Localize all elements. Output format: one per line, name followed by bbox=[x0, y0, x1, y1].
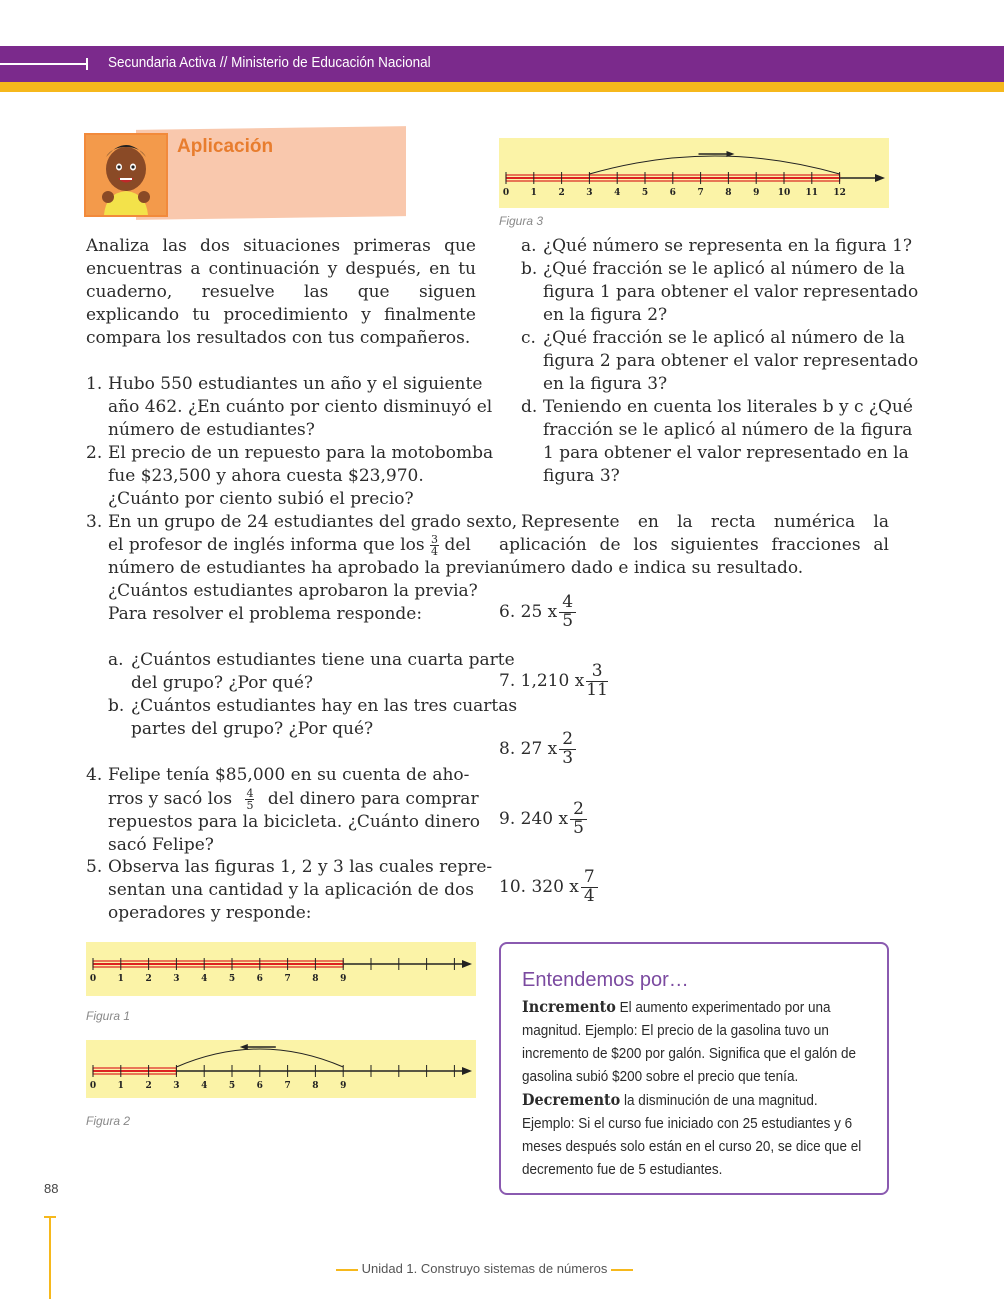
question-letter: a. bbox=[521, 236, 537, 256]
tick-label: 4 bbox=[614, 188, 621, 198]
problem-text: rros y sacó los bbox=[108, 789, 233, 809]
exercise-fraction bbox=[581, 869, 598, 906]
tick-label: 5 bbox=[228, 1081, 236, 1091]
problem-text: el profesor de inglés informa que los bbox=[108, 535, 425, 555]
axis-arrowhead bbox=[462, 1067, 472, 1075]
page-number: 88 bbox=[44, 1181, 59, 1196]
problem-line: número de estudiantes ha aprobado la previa. bbox=[108, 558, 506, 578]
definition-line: magnitud. Ejemplo: El precio de la gasolina tuvo un bbox=[522, 1022, 829, 1039]
problem-number: 5. bbox=[86, 857, 103, 877]
question-line: ¿Qué número se representa en la figura 1? bbox=[543, 236, 913, 256]
number-line-figure-1 bbox=[86, 942, 476, 996]
problem-line bbox=[108, 788, 479, 811]
fraction-numerator: 7 bbox=[581, 869, 598, 888]
fraction-denominator: 4 bbox=[431, 545, 439, 558]
student-icon bbox=[86, 135, 166, 215]
figure-2-caption: Figura 2 bbox=[86, 1114, 131, 1128]
tick-label: 11 bbox=[805, 188, 819, 198]
exercise-fraction bbox=[559, 594, 576, 631]
problem-line: fue $23,500 y ahora cuesta $23,970. bbox=[108, 466, 424, 486]
definitions-body bbox=[522, 995, 873, 1181]
problem-line: Para resolver el problema responde: bbox=[108, 604, 423, 624]
tick-label: 5 bbox=[228, 974, 236, 984]
exercise-8 bbox=[499, 731, 576, 768]
problem-line: ¿Cuántos estudiantes aprobaron la previa? bbox=[108, 581, 478, 601]
question-letter: c. bbox=[521, 328, 536, 348]
tick-label: 2 bbox=[558, 188, 565, 198]
definition-line bbox=[522, 995, 873, 1019]
tick-label: 9 bbox=[753, 188, 760, 198]
problem-line: ¿Cuánto por ciento subió el precio? bbox=[108, 489, 414, 509]
tick-label: 4 bbox=[201, 1081, 208, 1091]
tick-label: 9 bbox=[340, 974, 347, 984]
fraction-numerator: 3 bbox=[586, 663, 608, 682]
header-rule-tick bbox=[86, 58, 88, 70]
question-line: Teniendo en cuenta los literales b y c ¿Qué bbox=[543, 397, 913, 417]
problem-number: 4. bbox=[86, 765, 103, 785]
sub-line: ¿Cuántos estudiantes tiene una cuarta parte bbox=[131, 650, 515, 670]
problem-line: Felipe tenía $85,000 en su cuenta de aho- bbox=[108, 765, 470, 785]
sub-letter: a. bbox=[108, 650, 124, 670]
question-letter: d. bbox=[521, 397, 538, 417]
definition-line: incremento de $200 por galón. Significa que el galón de bbox=[522, 1045, 856, 1062]
sub-line: partes del grupo? ¿Por qué? bbox=[131, 719, 374, 739]
header-rule bbox=[0, 63, 88, 65]
question-line: ¿Qué fracción se le aplicó al número de la bbox=[543, 328, 905, 348]
number-line-figure-3 bbox=[499, 138, 889, 208]
definition-line bbox=[522, 1088, 873, 1112]
question-line: ¿Qué fracción se le aplicó al número de la bbox=[543, 259, 905, 279]
exercise-fraction bbox=[586, 663, 608, 700]
problem-line: El precio de un repuesto para la motobomba bbox=[108, 443, 494, 463]
tick-label: 8 bbox=[312, 1081, 319, 1091]
problem-line: En un grupo de 24 estudiantes del grado sexto, bbox=[108, 512, 518, 532]
figure-3 bbox=[499, 138, 889, 208]
tick-label: 2 bbox=[145, 1081, 152, 1091]
question-letter: b. bbox=[521, 259, 538, 279]
sub-letter: b. bbox=[108, 696, 125, 716]
problem-number: 2. bbox=[86, 443, 103, 463]
fraction-numerator: 2 bbox=[559, 731, 576, 750]
question-line: figura 3? bbox=[543, 466, 620, 486]
question-line: en la figura 2? bbox=[543, 305, 668, 325]
tick-label: 4 bbox=[201, 974, 208, 984]
tick-label: 6 bbox=[256, 1081, 263, 1091]
tick-label: 9 bbox=[340, 1081, 347, 1091]
problem-text: del dinero para comprar bbox=[267, 789, 479, 809]
problem-line: número de estudiantes? bbox=[108, 420, 315, 440]
tick-label: 5 bbox=[641, 188, 649, 198]
question-line: fracción se le aplicó al número de la figura bbox=[543, 420, 913, 440]
operator-arc bbox=[176, 1049, 343, 1067]
problem-line bbox=[108, 534, 471, 557]
problem-line: operadores y responde: bbox=[108, 903, 312, 923]
tick-label: 6 bbox=[669, 188, 676, 198]
tick-label: 3 bbox=[586, 188, 593, 198]
exercise-9 bbox=[499, 801, 587, 838]
sub-line: ¿Cuántos estudiantes hay en las tres cuartas bbox=[131, 696, 518, 716]
fraction-numerator: 4 bbox=[559, 594, 576, 613]
exercise-label: 7. 1,210 x bbox=[499, 670, 585, 691]
tick-label: 1 bbox=[117, 1081, 124, 1091]
question-line: figura 2 para obtener el valor representado bbox=[543, 351, 919, 371]
exercise-fraction bbox=[570, 801, 587, 838]
axis-arrowhead bbox=[462, 960, 472, 968]
term-decremento: Decremento bbox=[522, 1090, 621, 1109]
fraction-numerator: 4 bbox=[246, 787, 254, 800]
tick-label: 12 bbox=[833, 188, 846, 198]
tick-label: 3 bbox=[173, 1081, 180, 1091]
definition-text: la disminución de una magnitud. bbox=[624, 1092, 818, 1109]
footer-rule-right bbox=[611, 1269, 633, 1271]
problem-line: año 462. ¿En cuánto por ciento disminuyó el bbox=[108, 397, 493, 417]
number-line-figure-2 bbox=[86, 1040, 476, 1098]
figure-2 bbox=[86, 1040, 476, 1098]
header-stripe bbox=[0, 82, 1004, 92]
question-line: figura 1 para obtener el valor representado bbox=[543, 282, 919, 302]
exercise-7 bbox=[499, 663, 608, 700]
tick-label: 2 bbox=[145, 974, 152, 984]
problem-line: sacó Felipe? bbox=[108, 835, 214, 855]
exercise-fraction bbox=[559, 731, 576, 768]
section-title: Aplicación bbox=[177, 136, 274, 157]
student-illustration bbox=[84, 133, 168, 217]
tick-label: 8 bbox=[312, 974, 319, 984]
problem-line: repuestos para la bicicleta. ¿Cuánto dinero bbox=[108, 812, 481, 832]
tick-label: 7 bbox=[697, 188, 704, 198]
problem-number: 3. bbox=[86, 512, 103, 532]
exercise-label: 8. 27 x bbox=[499, 738, 558, 759]
footer-unit-title: Construyo sistemas de números bbox=[420, 1261, 608, 1276]
figure-1-caption: Figura 1 bbox=[86, 1009, 131, 1023]
figure-3-caption: Figura 3 bbox=[499, 214, 544, 228]
tick-label: 0 bbox=[502, 188, 510, 198]
exercise-label: 9. 240 x bbox=[499, 808, 569, 829]
question-line: 1 para obtener el valor representado en la bbox=[543, 443, 909, 463]
exercise-6 bbox=[499, 594, 576, 631]
footer-unit bbox=[336, 1261, 633, 1276]
fraction-numerator: 3 bbox=[431, 533, 439, 546]
footer-rule bbox=[49, 1217, 51, 1299]
sub-line: del grupo? ¿Por qué? bbox=[131, 673, 314, 693]
fraction-denominator: 4 bbox=[583, 885, 595, 906]
question-line: en la figura 3? bbox=[543, 374, 668, 394]
intro-paragraph: Analiza las dos situaciones primeras que encuentras a continuación y después, en tu cuaderno, resuelve las que siguen explicando tu procedimiento y finalmente compara los resultados con tus compañeros. bbox=[86, 236, 476, 348]
tick-label: 7 bbox=[284, 974, 291, 984]
tick-label: 3 bbox=[173, 974, 180, 984]
exercise-10 bbox=[499, 869, 598, 906]
definitions-title: Entendemos por… bbox=[522, 969, 689, 991]
fraction-denominator: 3 bbox=[562, 747, 574, 768]
fraction-numerator: 2 bbox=[570, 801, 587, 820]
tick-label: 1 bbox=[530, 188, 537, 198]
problem-number: 1. bbox=[86, 374, 103, 394]
header-title: Secundaria Activa // Ministerio de Educación Nacional bbox=[108, 54, 431, 71]
tick-label: 1 bbox=[117, 974, 124, 984]
footer-unit-label: Unidad 1. bbox=[361, 1261, 418, 1276]
tick-label: 0 bbox=[89, 974, 97, 984]
fraction-denominator: 11 bbox=[586, 679, 608, 700]
fraction-denominator: 5 bbox=[562, 610, 574, 631]
tick-label: 7 bbox=[284, 1081, 291, 1091]
represent-paragraph: Represente en la recta numérica la aplicación de los siguientes fracciones al número dado e indica su resultado. bbox=[499, 512, 889, 578]
figure-1 bbox=[86, 942, 476, 996]
definition-line: Ejemplo: Si el curso fue iniciado con 25 estudiantes y 6 bbox=[522, 1115, 853, 1132]
tick-label: 8 bbox=[725, 188, 732, 198]
term-incremento: Incremento bbox=[522, 997, 616, 1016]
axis-arrowhead bbox=[875, 174, 885, 182]
tick-label: 0 bbox=[89, 1081, 97, 1091]
fraction bbox=[430, 534, 439, 557]
footer-rule-left bbox=[336, 1269, 358, 1271]
fraction-denominator: 5 bbox=[573, 817, 584, 838]
exercise-label: 6. 25 x bbox=[499, 601, 558, 622]
definition-line: decremento fue de 5 estudiantes. bbox=[522, 1161, 723, 1178]
exercise-label: 10. 320 x bbox=[499, 876, 579, 897]
direction-arrowhead bbox=[240, 1044, 248, 1050]
definition-line: meses después solo están en el curso 20, se dice que el bbox=[522, 1138, 862, 1155]
problem-line: Observa las figuras 1, 2 y 3 las cuales repre- bbox=[108, 857, 493, 877]
operator-arc bbox=[589, 156, 839, 174]
tick-label: 10 bbox=[777, 188, 791, 198]
fraction-denominator: 5 bbox=[246, 799, 254, 812]
definition-line: gasolina subió $200 sobre el precio que tenía. bbox=[522, 1068, 799, 1085]
fraction bbox=[245, 788, 254, 811]
definition-text: El aumento experimentado por una bbox=[619, 999, 831, 1016]
problem-line: Hubo 550 estudiantes un año y el siguiente bbox=[108, 374, 483, 394]
problem-line: sentan una cantidad y la aplicación de dos bbox=[108, 880, 474, 900]
problem-text: del bbox=[444, 535, 471, 555]
tick-label: 6 bbox=[256, 974, 263, 984]
